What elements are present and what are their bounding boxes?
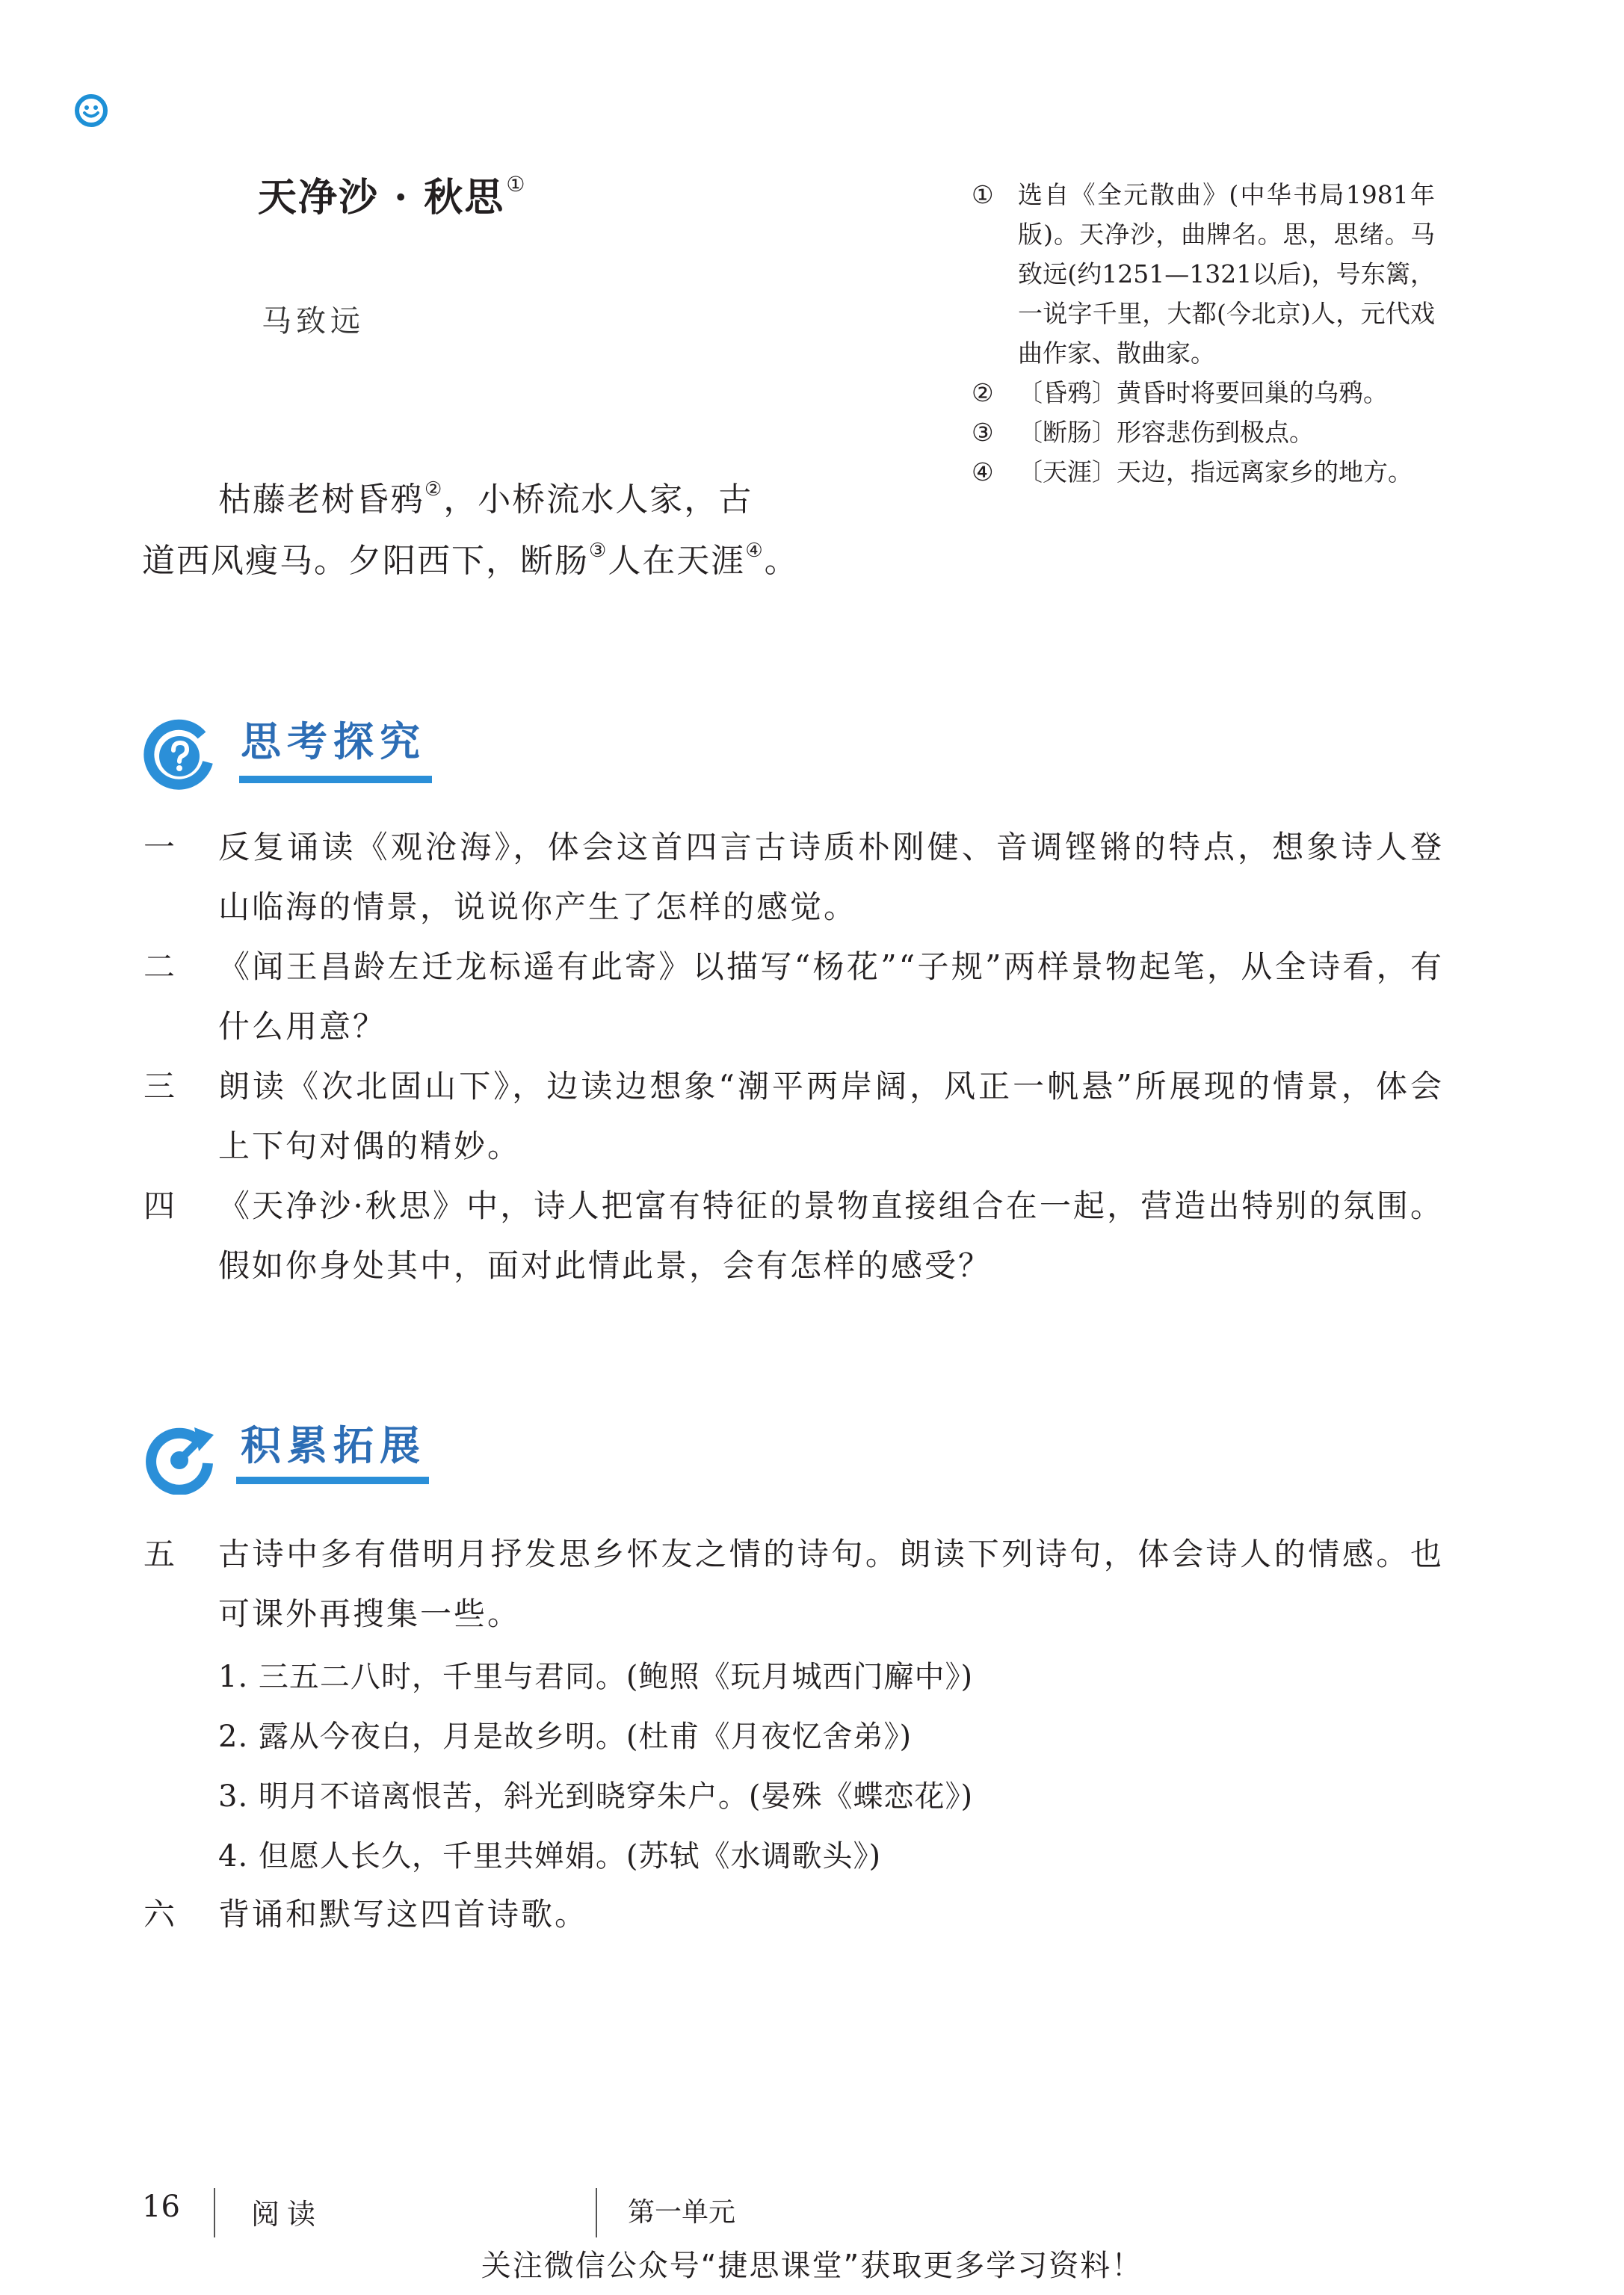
- watermark-text: 关注微信公众号“捷思课堂”获取更多学习资料！: [481, 2249, 1143, 2283]
- footer-divider: [596, 2188, 597, 2237]
- section-title-thinking: 思考探究: [241, 717, 426, 765]
- footnote: [972, 452, 1435, 492]
- footnotes: [972, 175, 1435, 492]
- question-number: 六: [143, 1896, 178, 1933]
- footnote-number: ③: [972, 418, 994, 447]
- section-underline: [236, 1477, 429, 1484]
- poem-quote-item: 1. 三五二八时，千里与君同。(鲍照《玩月城西门廨中》): [218, 1660, 974, 1694]
- question-number: 一: [143, 829, 178, 865]
- smiley-icon: [73, 93, 109, 129]
- poem-quote-item: 3. 明月不谙离恨苦，斜光到晓穿朱户。(晏殊《蝶恋花》): [218, 1779, 974, 1814]
- footer-divider: [214, 2188, 215, 2237]
- footnote-marker: ④: [745, 540, 765, 562]
- footnote: [972, 175, 1435, 373]
- footnote-text: 〔断肠〕形容悲伤到极点。: [1018, 418, 1314, 447]
- footnote: [972, 413, 1435, 452]
- section-title-accumulate: 积累拓展: [241, 1421, 426, 1469]
- question-item: [143, 1885, 1444, 1945]
- poem-line: [218, 472, 753, 520]
- poem-quote-item: 2. 露从今夜白，月是故乡明。(杜甫《月夜忆舍弟》): [218, 1720, 913, 1754]
- poem-text: 。: [764, 542, 799, 580]
- footnote-number: ④: [972, 457, 994, 487]
- footer-section-label: 阅读: [251, 2198, 324, 2231]
- question-item: [143, 1057, 1444, 1176]
- poem-text: 道西风瘦马。夕阳西下，断肠: [142, 542, 589, 580]
- footnote-text: 〔天涯〕天边，指远离家乡的地方。: [1018, 457, 1412, 487]
- question-item: [143, 818, 1444, 937]
- poem-text: ，小桥流水人家，古: [443, 481, 753, 519]
- question-number: 四: [143, 1187, 178, 1224]
- footnote-marker: ③: [589, 540, 608, 562]
- footer-unit-label: 第一单元: [628, 2197, 736, 2228]
- question-number: 五: [143, 1536, 178, 1572]
- question-text: 《闻王昌龄左迁龙标遥有此寄》以描写“杨花”“子规”两样景物起笔，从全诗看，有什么用意？: [218, 948, 1444, 1045]
- question-number: 三: [143, 1068, 178, 1105]
- footnote-text: 选自《全元散曲》(中华书局1981年版)。天净沙，曲牌名。思，思绪。马致远(约1251—1321以后)，号东篱，一说字千里，大都(今北京)人，元代戏曲作家、散曲家。: [1018, 180, 1435, 368]
- question-text: 反复诵读《观沧海》，体会这首四言古诗质朴刚健、音调铿锵的特点，想象诗人登山临海的情景，说说你产生了怎样的感觉。: [218, 829, 1444, 925]
- poem-text: 人在天涯: [608, 542, 746, 580]
- page-number: 16: [142, 2190, 180, 2224]
- refresh-arrow-icon: [142, 1420, 217, 1495]
- footnote: [972, 373, 1435, 413]
- footnote-number: ①: [972, 180, 994, 209]
- poem-author: 马致远: [262, 304, 365, 339]
- footnote-marker: ①: [506, 172, 527, 197]
- poem-line: [142, 534, 799, 581]
- footnote-marker: ②: [424, 478, 444, 501]
- question-text: 朗读《次北固山下》，边读边想象“潮平两岸阔，风正一帆悬”所展现的情景，体会上下句对偶的精妙。: [218, 1068, 1444, 1164]
- question-item: [143, 937, 1444, 1057]
- footnote-text: 〔昏鸦〕黄昏时将要回巢的乌鸦。: [1018, 378, 1388, 407]
- question-number: 二: [143, 948, 178, 985]
- section-underline: [239, 776, 432, 783]
- question-text: 背诵和默写这四首诗歌。: [218, 1896, 589, 1933]
- poem-text: 枯藤老树昏鸦: [218, 481, 424, 519]
- footnote-number: ②: [972, 378, 994, 407]
- question-mark-icon: [142, 719, 217, 794]
- poem-title: [258, 166, 526, 222]
- poem-quote-item: 4. 但愿人长久，千里共婵娟。(苏轼《水调歌头》): [218, 1839, 882, 1874]
- question-text: 《天净沙·秋思》中，诗人把富有特征的景物直接组合在一起，营造出特别的氛围。假如你身处其中，面对此情此景，会有怎样的感受？: [218, 1187, 1444, 1284]
- question-text: 古诗中多有借明月抒发思乡怀友之情的诗句。朗读下列诗句，体会诗人的情感。也可课外再搜集一些。: [218, 1536, 1444, 1632]
- question-item: [143, 1176, 1444, 1296]
- poem-title-text: 天净沙 · 秋思: [258, 175, 505, 220]
- question-item: [143, 1525, 1444, 1644]
